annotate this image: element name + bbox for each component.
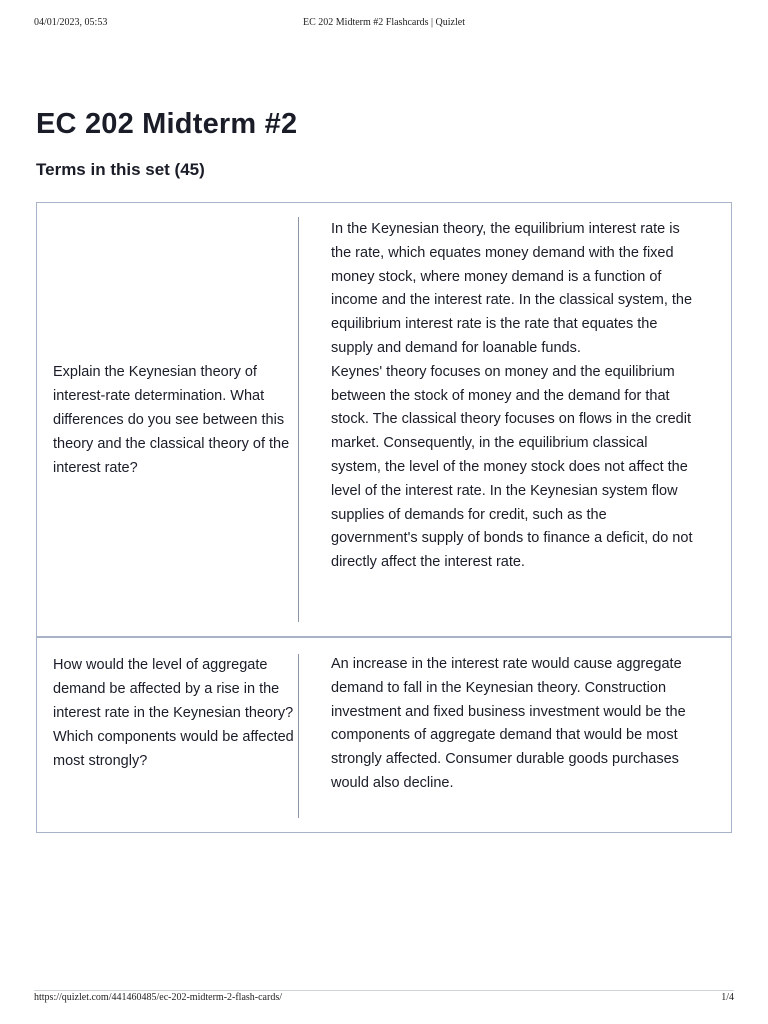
term-text: How would the level of aggregate demand be affected by a rise in the interest rate in the Keynesian theory? Which components would be affected most strongly?: [53, 657, 294, 769]
page-url: https://quizlet.com/441460485/ec-202-midterm-2-flash-cards/: [34, 992, 282, 1003]
print-header: [34, 17, 734, 31]
definition-paragraph: An increase in the interest rate would cause aggregate demand to fall in the Keynesian theory. Construction investment and fixed business investment would be the components of aggregate demand that would be most strongly affected. Consumer durable goods purchases would also decline.: [331, 656, 686, 791]
card-divider: [298, 217, 299, 622]
card-divider: [298, 654, 299, 818]
flashcard-definition: [299, 638, 731, 832]
page-number: 1/4: [721, 992, 734, 1003]
flashcard: [37, 636, 731, 832]
print-datetime: 04/01/2023, 05:53: [34, 17, 108, 28]
terms-count-heading: Terms in this set (45): [36, 160, 205, 179]
flashcard: [37, 203, 731, 636]
flashcard-list: [36, 202, 732, 833]
flashcard-term: [37, 638, 299, 832]
page-title: EC 202 Midterm #2: [36, 108, 298, 140]
term-text: Explain the Keynesian theory of interest-rate determination. What differences do you see between this theory and the classical theory of the interest rate?: [53, 363, 290, 476]
definition-paragraph: Keynes' theory focuses on money and the equilibrium between the stock of money and the demand for that stock. The classical theory focuses on flows in the credit market. Consequently, in the equilibrium classical system, the level of the money stock does not affect the level of the interest rate. In the Keynesian system flow supplies of demands for credit, such as the government's supply of bonds to finance a deficit, do not directly affect the interest rate.: [331, 363, 693, 571]
print-document-title: EC 202 Midterm #2 Flashcards | Quizlet: [303, 17, 465, 28]
flashcard-term: [37, 203, 299, 636]
print-footer: [34, 992, 734, 1006]
footer-rule: [34, 990, 734, 991]
flashcard-definition: [299, 203, 731, 636]
definition-paragraph: In the Keynesian theory, the equilibrium interest rate is the rate, which equates money demand with the fixed money stock, where money demand is a function of income and the interest rate. In the classical system, the equilibrium interest rate is the rate that equates the supply and demand for loanable funds.: [331, 221, 693, 356]
